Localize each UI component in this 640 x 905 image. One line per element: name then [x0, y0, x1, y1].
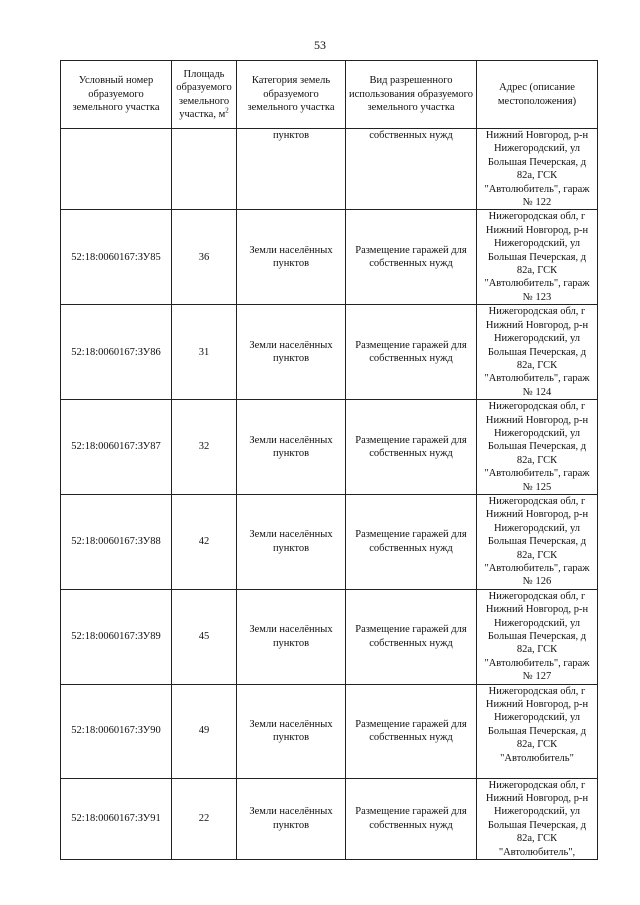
cell-plot-number: 52:18:0060167:ЗУ86: [61, 305, 172, 400]
header-area: [172, 61, 237, 129]
cell-land-category: Земли населённых пунктов: [237, 305, 346, 400]
cell-address: Нижегородская обл, г Нижний Новгород, р-н Нижегородский, ул Большая Печерская, д 82а, ГСК "Автолюбитель": [477, 684, 598, 778]
cell-permitted-use: Размещение гаражей для собственных нужд: [346, 684, 477, 778]
cell-plot-number: 52:18:0060167:ЗУ87: [61, 400, 172, 495]
cell-address: Нижегородская обл, г Нижний Новгород, р-н Нижегородский, ул Большая Печерская, д 82а, ГСК "Автолюбитель", гараж № 127: [477, 589, 598, 684]
cell-area: 45: [172, 589, 237, 684]
header-permitted-use: Вид разрешенного использования образуемого земельного участка: [346, 61, 477, 129]
cell-address: Нижегородская обл, г Нижний Новгород, р-н Нижегородский, ул Большая Печерская, д 82а, ГСК "Автолюбитель", гараж № 123: [477, 210, 598, 305]
cell-area: 22: [172, 778, 237, 859]
cell-plot-number: 52:18:0060167:ЗУ90: [61, 684, 172, 778]
header-area-label: Площадь образуемого земельного участка, м: [176, 68, 232, 120]
cell-land-category: пунктов: [237, 129, 346, 210]
cell-permitted-use: Размещение гаражей для собственных нужд: [346, 494, 477, 589]
cell-address: Нижегородская обл, г Нижний Новгород, р-н Нижегородский, ул Большая Печерская, д 82а, ГСК "Автолюбитель", гараж № 126: [477, 494, 598, 589]
cell-area: [172, 129, 237, 210]
cell-land-category: Земли населённых пунктов: [237, 494, 346, 589]
cell-permitted-use: Размещение гаражей для собственных нужд: [346, 305, 477, 400]
header-plot-number: Условный номер образуемого земельного участка: [61, 61, 172, 129]
cell-permitted-use: Размещение гаражей для собственных нужд: [346, 778, 477, 859]
cell-area: 36: [172, 210, 237, 305]
table-row: [61, 589, 598, 684]
cell-plot-number: 52:18:0060167:ЗУ88: [61, 494, 172, 589]
cell-plot-number: 52:18:0060167:ЗУ89: [61, 589, 172, 684]
cell-plot-number: 52:18:0060167:ЗУ91: [61, 778, 172, 859]
land-plots-table: [60, 60, 598, 860]
cell-permitted-use: Размещение гаражей для собственных нужд: [346, 589, 477, 684]
cell-area: 42: [172, 494, 237, 589]
cell-area: 49: [172, 684, 237, 778]
page-number: 53: [314, 38, 326, 52]
cell-land-category: Земли населённых пунктов: [237, 589, 346, 684]
cell-address: Нижегородская обл, г Нижний Новгород, р-н Нижегородский, ул Большая Печерская, д 82а, ГСК "Автолюбитель", гараж № 124: [477, 305, 598, 400]
table-row: [61, 494, 598, 589]
header-address: Адрес (описание местоположения): [477, 61, 598, 129]
table-row-continuation: [61, 129, 598, 210]
cell-area: 32: [172, 400, 237, 495]
cell-land-category: Земли населённых пунктов: [237, 778, 346, 859]
cell-permitted-use: Размещение гаражей для собственных нужд: [346, 210, 477, 305]
table-row: [61, 305, 598, 400]
cell-plot-number: 52:18:0060167:ЗУ85: [61, 210, 172, 305]
cell-address: Нижний Новгород, р-н Нижегородский, ул Большая Печерская, д 82а, ГСК "Автолюбитель", гараж № 122: [477, 129, 598, 210]
cell-permitted-use: собственных нужд: [346, 129, 477, 210]
table-row: [61, 400, 598, 495]
header-area-unit-superscript: 2: [225, 106, 229, 115]
cell-land-category: Земли населённых пунктов: [237, 400, 346, 495]
table-row: [61, 778, 598, 859]
cell-land-category: Земли населённых пунктов: [237, 210, 346, 305]
table-row: [61, 684, 598, 778]
table-header-row: [61, 61, 598, 129]
cell-address: Нижегородская обл, г Нижний Новгород, р-н Нижегородский, ул Большая Печерская, д 82а, ГСК "Автолюбитель", гараж № 125: [477, 400, 598, 495]
cell-permitted-use: Размещение гаражей для собственных нужд: [346, 400, 477, 495]
cell-address: Нижегородская обл, г Нижний Новгород, р-н Нижегородский, ул Большая Печерская, д 82а, ГСК "Автолюбитель",: [477, 778, 598, 859]
cell-land-category: Земли населённых пунктов: [237, 684, 346, 778]
table-row: [61, 210, 598, 305]
cell-plot-number: [61, 129, 172, 210]
cell-area: 31: [172, 305, 237, 400]
header-land-category: Категория земель образуемого земельного участка: [237, 61, 346, 129]
